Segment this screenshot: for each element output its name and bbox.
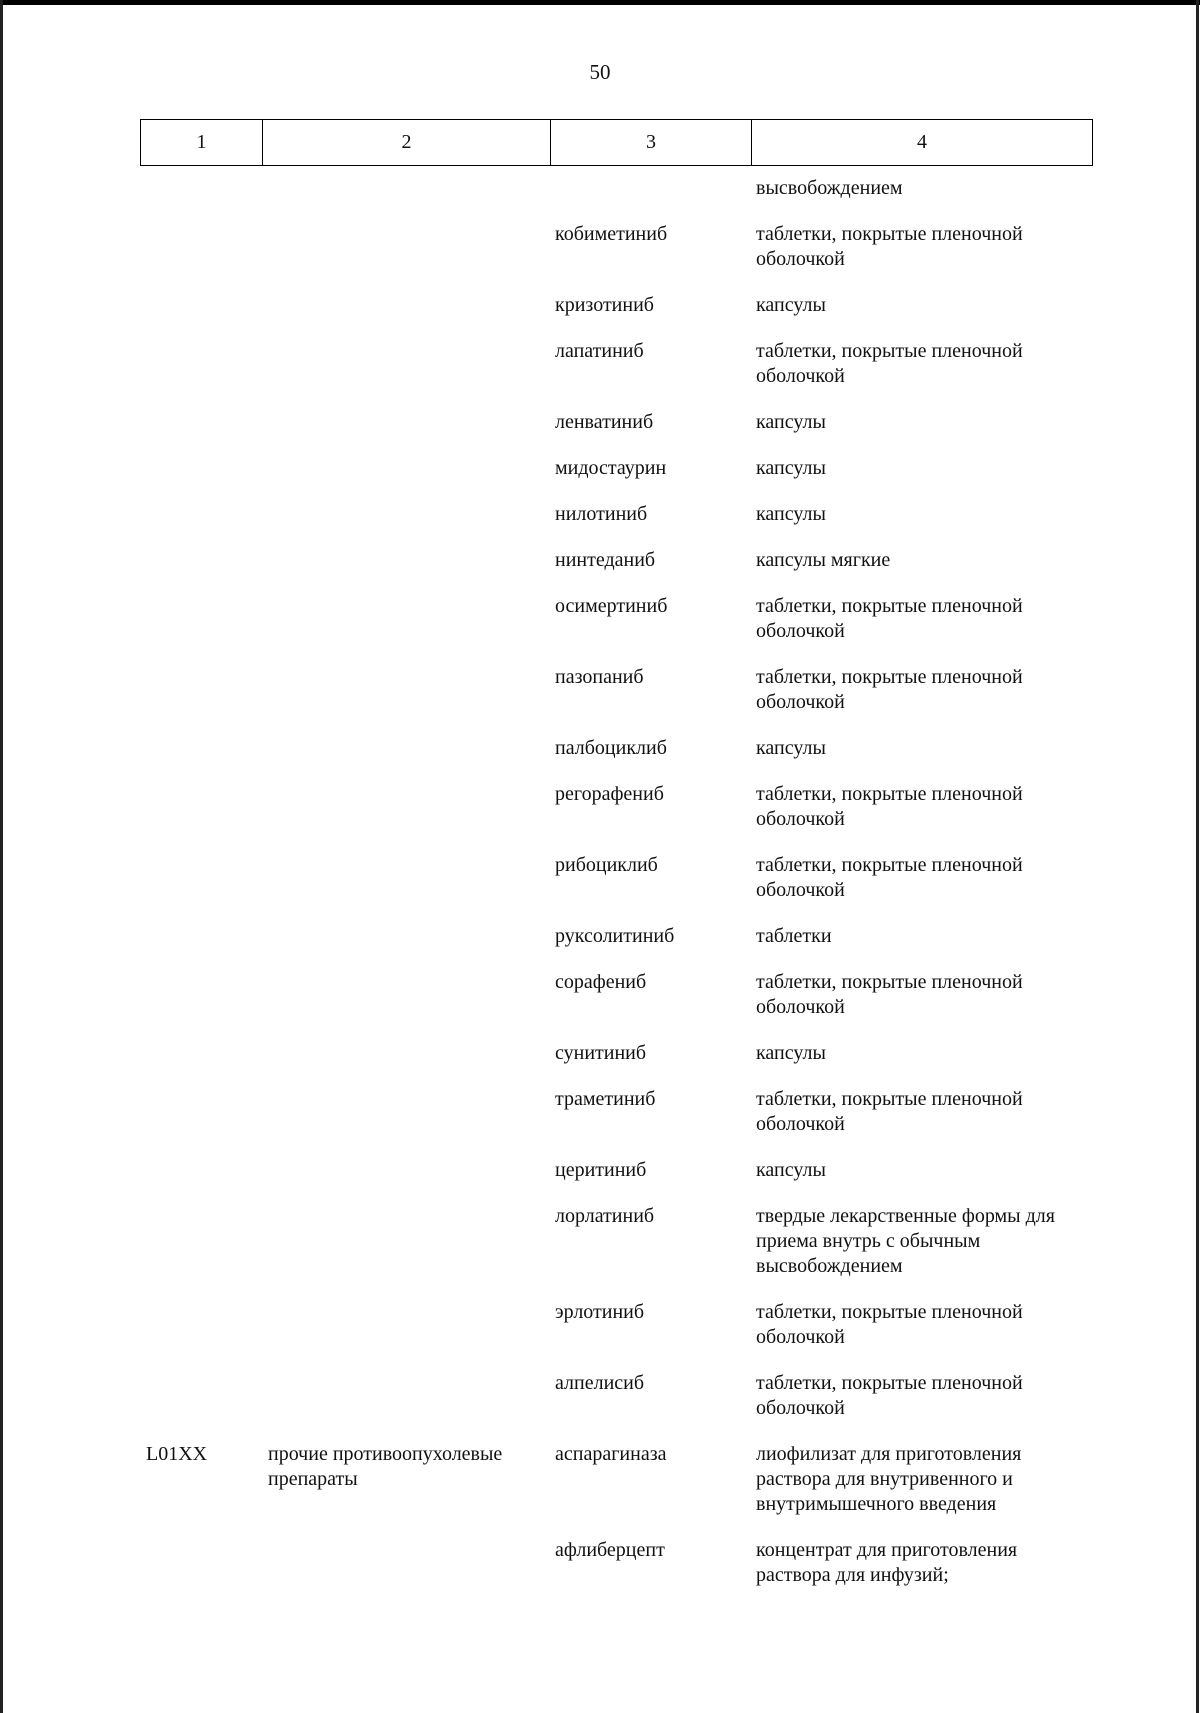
dosage-form-cell: таблетки, покрытые пленочной оболочкой bbox=[756, 223, 1023, 270]
dosage-form-cell: таблетки bbox=[756, 925, 832, 947]
group-name-cell bbox=[262, 1300, 550, 1350]
drug-name-cell: мидостаурин bbox=[555, 457, 667, 479]
dosage-form-cell: таблетки, покрытые пленочной оболочкой bbox=[756, 1301, 1023, 1348]
table-row bbox=[140, 594, 1093, 644]
atc-code-cell bbox=[140, 293, 262, 318]
dosage-form-cell: таблетки, покрытые пленочной оболочкой bbox=[756, 783, 1023, 830]
group-name-cell bbox=[262, 176, 550, 201]
group-name-cell bbox=[262, 1041, 550, 1066]
group-name-cell bbox=[262, 1538, 550, 1588]
table-row bbox=[140, 1204, 1093, 1279]
atc-code-cell bbox=[140, 665, 262, 715]
dosage-form-cell: таблетки, покрытые пленочной оболочкой bbox=[756, 854, 1023, 901]
table-row bbox=[140, 1442, 1093, 1517]
drug-name-cell: сунитиниб bbox=[555, 1042, 647, 1064]
table-row bbox=[140, 1041, 1093, 1066]
group-name-cell bbox=[262, 548, 550, 573]
group-name-cell bbox=[262, 1087, 550, 1137]
table-row bbox=[140, 293, 1093, 318]
drug-name-cell: лапатиниб bbox=[555, 340, 644, 362]
drug-name-cell: лорлатиниб bbox=[555, 1205, 655, 1227]
table-row bbox=[140, 970, 1093, 1020]
atc-code-cell bbox=[140, 1538, 262, 1588]
scan-edge-right bbox=[1196, 0, 1199, 1713]
table-row bbox=[140, 502, 1093, 527]
group-name-cell bbox=[262, 1371, 550, 1421]
header-col-1: 1 bbox=[141, 120, 263, 165]
dosage-form-cell: таблетки, покрытые пленочной оболочкой bbox=[756, 595, 1023, 642]
atc-code-cell bbox=[140, 548, 262, 573]
atc-code-cell bbox=[140, 1204, 262, 1279]
table-row bbox=[140, 222, 1093, 272]
group-name-cell bbox=[262, 736, 550, 761]
dosage-form-cell: капсулы bbox=[756, 503, 826, 525]
group-name-cell bbox=[262, 410, 550, 435]
atc-code-cell bbox=[140, 1041, 262, 1066]
table-row bbox=[140, 1087, 1093, 1137]
drug-name-cell: регорафениб bbox=[555, 783, 664, 805]
dosage-form-cell: капсулы bbox=[756, 737, 826, 759]
atc-code-cell bbox=[140, 502, 262, 527]
drug-name-cell: руксолитиниб bbox=[555, 925, 675, 947]
dosage-form-cell: твердые лекарственные формы для приема внутрь с обычным высвобождением bbox=[756, 1205, 1055, 1277]
dosage-form-cell: таблетки, покрытые пленочной оболочкой bbox=[756, 1372, 1023, 1419]
dosage-form-cell: таблетки, покрытые пленочной оболочкой bbox=[756, 666, 1023, 713]
drug-name-cell: церитиниб bbox=[555, 1159, 647, 1181]
atc-code-cell bbox=[140, 782, 262, 832]
group-name-cell bbox=[262, 222, 550, 272]
table-row bbox=[140, 782, 1093, 832]
atc-code-cell bbox=[140, 1300, 262, 1350]
drug-name-cell: афлиберцепт bbox=[555, 1539, 665, 1561]
group-name-cell bbox=[262, 1204, 550, 1279]
drug-name-cell: траметиниб bbox=[555, 1088, 656, 1110]
page-number: 50 bbox=[589, 60, 611, 84]
table-row bbox=[140, 1158, 1093, 1183]
group-name-cell bbox=[262, 456, 550, 481]
drug-name-cell: нилотиниб bbox=[555, 503, 648, 525]
table-row bbox=[140, 736, 1093, 761]
atc-code-cell bbox=[140, 924, 262, 949]
atc-code-cell bbox=[140, 410, 262, 435]
table-row bbox=[140, 456, 1093, 481]
atc-code-cell bbox=[140, 176, 262, 201]
atc-code-cell bbox=[140, 594, 262, 644]
table-row bbox=[140, 1371, 1093, 1421]
drug-name-cell: осимертиниб bbox=[555, 595, 668, 617]
dosage-form-cell: лиофилизат для приготовления раствора для внутривенного и внутримышечного введения bbox=[756, 1443, 1022, 1515]
drug-name-cell: пазопаниб bbox=[555, 666, 644, 688]
table-row bbox=[140, 924, 1093, 949]
group-name-cell bbox=[262, 594, 550, 644]
drug-name-cell: палбоциклиб bbox=[555, 737, 667, 759]
header-col-3: 3 bbox=[551, 120, 752, 165]
dosage-form-cell: высвобождением bbox=[756, 177, 903, 199]
drug-name-cell: аспарагиназа bbox=[555, 1443, 667, 1465]
group-name-cell bbox=[262, 924, 550, 949]
drug-name-cell: алпелисиб bbox=[555, 1372, 645, 1394]
group-name-cell bbox=[262, 853, 550, 903]
dosage-form-cell: капсулы bbox=[756, 1159, 826, 1181]
table-body bbox=[140, 176, 1093, 1609]
dosage-form-cell: концентрат для приготовления раствора для инфузий; bbox=[756, 1539, 1018, 1586]
group-name-cell bbox=[262, 502, 550, 527]
atc-code-cell bbox=[140, 1158, 262, 1183]
table-row bbox=[140, 339, 1093, 389]
dosage-form-cell: таблетки, покрытые пленочной оболочкой bbox=[756, 971, 1023, 1018]
dosage-form-cell: таблетки, покрытые пленочной оболочкой bbox=[756, 340, 1023, 387]
atc-code-cell bbox=[140, 970, 262, 1020]
table-row bbox=[140, 1300, 1093, 1350]
atc-code-cell bbox=[140, 339, 262, 389]
drug-name-cell: кобиметиниб bbox=[555, 223, 668, 245]
header-col-2: 2 bbox=[263, 120, 551, 165]
group-name-cell bbox=[262, 339, 550, 389]
atc-code-cell bbox=[140, 456, 262, 481]
group-name-cell: прочие противоопухолевые препараты bbox=[268, 1443, 503, 1490]
atc-code-cell bbox=[140, 1371, 262, 1421]
dosage-form-cell: капсулы bbox=[756, 457, 826, 479]
dosage-form-cell: капсулы bbox=[756, 1042, 826, 1064]
drug-name-cell: эрлотиниб bbox=[555, 1301, 645, 1323]
group-name-cell bbox=[262, 970, 550, 1020]
group-name-cell bbox=[262, 665, 550, 715]
drug-name-cell: рибоциклиб bbox=[555, 854, 658, 876]
table-row bbox=[140, 665, 1093, 715]
group-name-cell bbox=[262, 293, 550, 318]
drug-name-cell: сорафениб bbox=[555, 971, 647, 993]
group-name-cell bbox=[262, 1158, 550, 1183]
scan-edge-top bbox=[0, 0, 1200, 5]
dosage-form-cell: капсулы bbox=[756, 411, 826, 433]
table-row bbox=[140, 853, 1093, 903]
drug-name-cell bbox=[550, 176, 751, 201]
table-row bbox=[140, 548, 1093, 573]
drug-name-cell: кризотиниб bbox=[555, 294, 654, 316]
atc-code-cell bbox=[140, 736, 262, 761]
scan-edge-left bbox=[0, 0, 3, 1713]
atc-code-cell: L01XX bbox=[146, 1443, 208, 1465]
header-col-4: 4 bbox=[917, 131, 927, 153]
table-header bbox=[140, 119, 1093, 166]
table-row bbox=[140, 176, 1093, 201]
drug-name-cell: ленватиниб bbox=[555, 411, 654, 433]
dosage-form-cell: капсулы мягкие bbox=[756, 549, 891, 571]
atc-code-cell bbox=[140, 1087, 262, 1137]
atc-code-cell bbox=[140, 853, 262, 903]
table-row bbox=[140, 410, 1093, 435]
atc-code-cell bbox=[140, 222, 262, 272]
dosage-form-cell: капсулы bbox=[756, 294, 826, 316]
table-row bbox=[140, 1538, 1093, 1588]
dosage-form-cell: таблетки, покрытые пленочной оболочкой bbox=[756, 1088, 1023, 1135]
drug-name-cell: нинтеданиб bbox=[555, 549, 656, 571]
group-name-cell bbox=[262, 782, 550, 832]
